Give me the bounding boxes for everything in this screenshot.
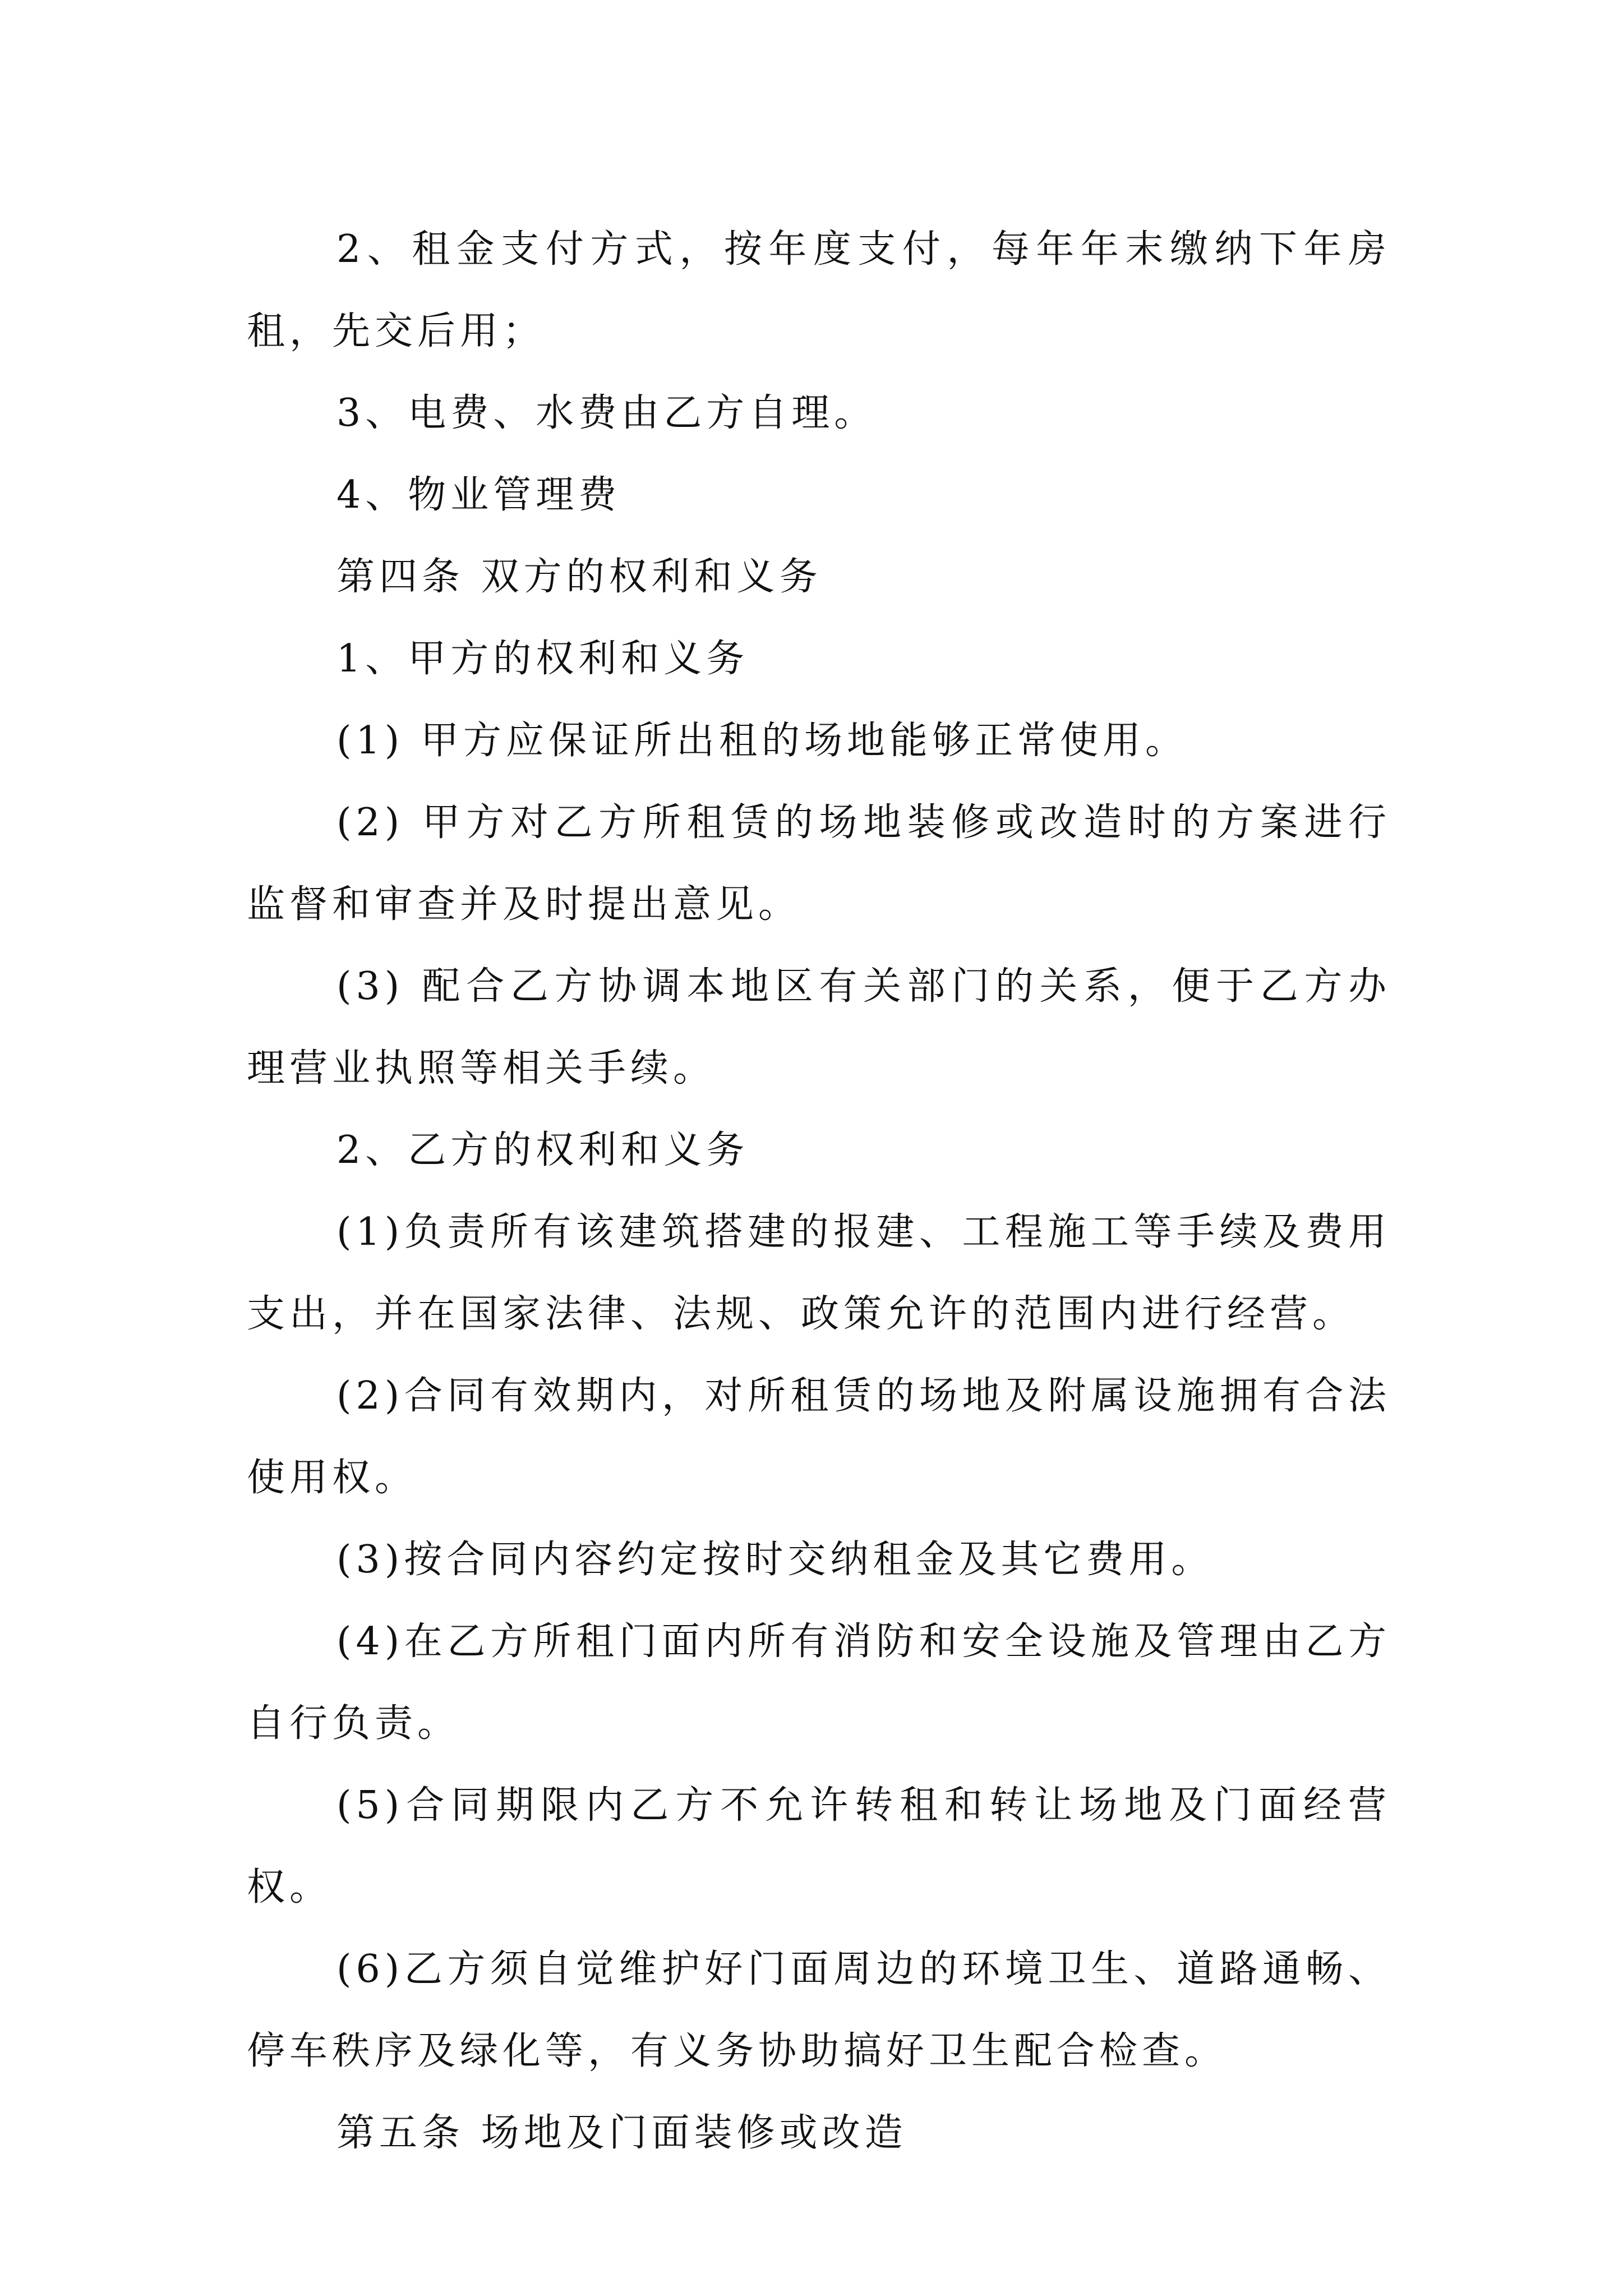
paragraph-party-b-1: (1)负责所有该建筑搭建的报建、工程施工等手续及费用支出，并在国家法律、法规、政策允许的范围内进行经营。 [247, 1210, 1391, 1336]
section-heading-article-4: 第四条 双方的权利和义务 [336, 555, 822, 599]
paragraph-rent-payment: 2、租金支付方式，按年度支付，每年年末缴纳下年房租，先交后用； [247, 227, 1391, 353]
paragraph-party-b-6: (6)乙方须自觉维护好门面周边的环境卫生、道路通畅、停车秩序及绿化等，有义务协助搞好卫生配合检查。 [247, 1947, 1391, 2073]
subheading-party-b: 2、乙方的权利和义务 [336, 1128, 749, 1172]
paragraph-party-a-1: (1) 甲方应保证所出租的场地能够正常使用。 [336, 719, 1188, 763]
section-heading-article-5: 第五条 场地及门面装修或改造 [336, 2111, 907, 2155]
paragraph-party-b-3: (3)按合同内容约定按时交纳租金及其它费用。 [336, 1538, 1214, 1582]
paragraph-party-b-4: (4)在乙方所租门面内所有消防和安全设施及管理由乙方自行负责。 [247, 1619, 1391, 1746]
paragraph-party-b-5: (5)合同期限内乙方不允许转租和转让场地及门面经营权。 [247, 1783, 1391, 1910]
paragraph-party-a-2: (2) 甲方对乙方所租赁的场地装修或改造时的方案进行监督和审查并及时提出意见。 [247, 800, 1391, 927]
document-body [247, 209, 1391, 2174]
subheading-party-a: 1、甲方的权利和义务 [336, 637, 749, 681]
paragraph-property-fee: 4、物业管理费 [336, 473, 621, 517]
paragraph-party-a-3: (3) 配合乙方协调本地区有关部门的关系，便于乙方办理营业执照等相关手续。 [247, 964, 1391, 1091]
paragraph-party-b-2: (2)合同有效期内，对所租赁的场地及附属设施拥有合法使用权。 [247, 1374, 1391, 1500]
paragraph-utilities: 3、电费、水费由乙方自理。 [336, 391, 877, 435]
